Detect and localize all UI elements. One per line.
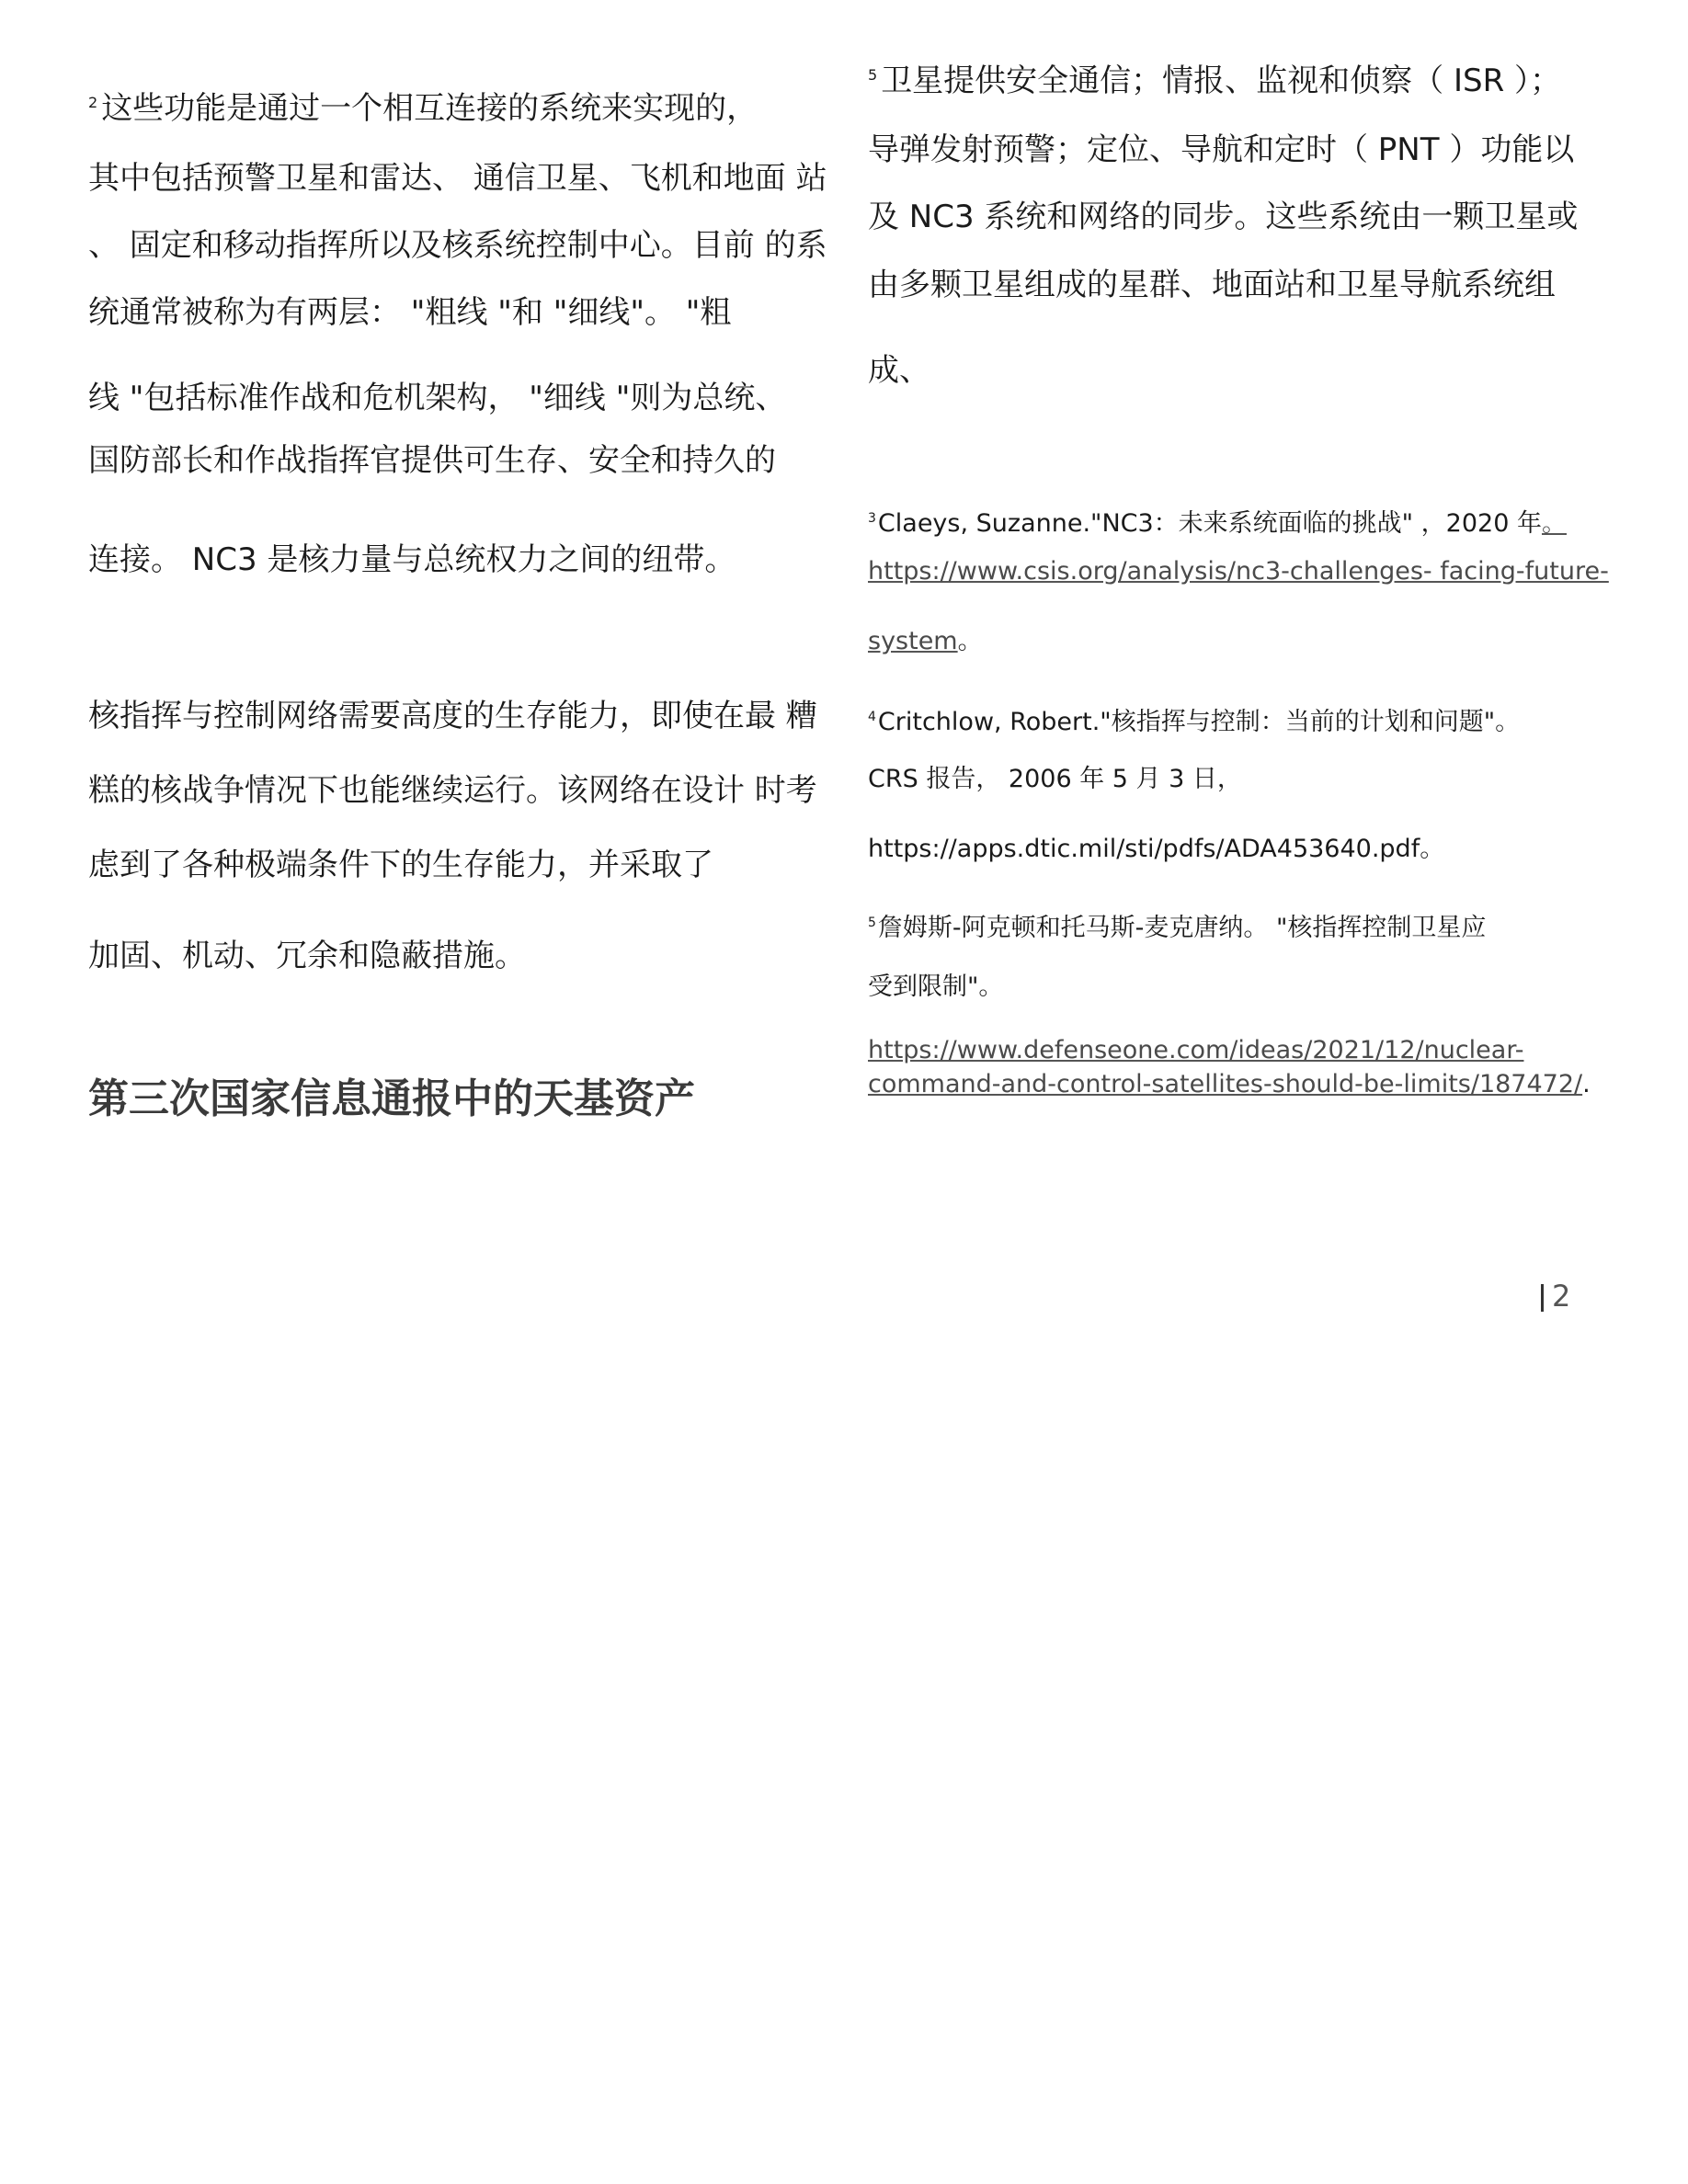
footnote-3-link[interactable]: https://www.csis.org/analysis/nc3-challenges- facing-future- (868, 557, 1609, 586)
footnote-number: 4 (868, 710, 876, 724)
footnote-3-url-line2[interactable]: system。 (868, 627, 983, 655)
footnote-ref: 5 (868, 66, 878, 84)
left-para2-line2: 糕的核战争情况下也能继续运行。该网络在设计 时考 (88, 772, 817, 809)
footnote-number: 5 (868, 916, 876, 930)
left-para2-line3: 虑到了各种极端条件下的生存能力，并采取了 (88, 847, 713, 883)
footnote-3-line1: $^3$Claeys, Suzanne."NC3：未来系统面临的挑战" ，2020 年。 (868, 509, 1567, 538)
footnote-5-url-line2[interactable]: command-and-control-satellites-should-be-limits/187472/. (868, 1070, 1591, 1098)
right-para1-line2: 导弹发射预警；定位、导航和定时（ PNT ）功能以 (868, 131, 1575, 168)
footnote-4-line3[interactable]: https://apps.dtic.mil/sti/pdfs/ADA453640.pdf。 (868, 835, 1445, 863)
footnote-3-trail: 。 (1541, 509, 1567, 538)
footnote-5-link-cont[interactable]: command-and-control-satellites-should-be-limits/187472/ (868, 1070, 1583, 1098)
right-para1-line3: 及 NC3 系统和网络的同步。这些系统由一颗卫星或 (868, 199, 1579, 235)
section-heading: 第三次国家信息通报中的天基资产 (88, 1075, 695, 1122)
footnote-5-link[interactable]: https://www.defenseone.com/ideas/2021/12/nuclear- (868, 1036, 1524, 1064)
left-para1-line6: 国防部长和作战指挥官提供可生存、安全和持久的 (88, 442, 776, 479)
left-para2-line1: 核指挥与控制网络需要高度的生存能力，即使在最 糟 (88, 698, 817, 734)
right-para1-line1: $^5$ 卫星提供安全通信；情报、监视和侦察（ ISR ）； (868, 63, 1562, 99)
footnote-5-line1: $^5$詹姆斯-阿克顿和托马斯-麦克唐纳。 "核指挥控制卫星应 (868, 914, 1487, 942)
left-para1-line2: 其中包括预警卫星和雷达、 通信卫星、飞机和地面 站 (88, 160, 827, 197)
footnote-4-line1: $^4$Critchlow, Robert."核指挥与控制：当前的计划和问题"。 (868, 708, 1521, 736)
page-number: 2 (1552, 1279, 1571, 1314)
left-para1-line1: $^2$ 这些功能是通过一个相互连接的系统来实现的， (88, 90, 758, 127)
footnote-3-url-line1[interactable] (868, 556, 1609, 587)
page-number-divider (1541, 1284, 1544, 1312)
left-para1-line4: 统通常被称为有两层： "粗线 "和 "细线"。 "粗 (88, 294, 732, 331)
footnote-number: 3 (868, 511, 876, 526)
left-para2-line4: 加固、机动、冗余和隐蔽措施。 (88, 938, 526, 974)
left-para1-line7: 连接。 NC3 是核力量与总统权力之间的纽带。 (88, 541, 736, 578)
footnote-ref: 2 (88, 94, 98, 111)
footnote-5-url-line1[interactable] (868, 1035, 1523, 1066)
footnote-5-line2: 受到限制"。 (868, 973, 1004, 1001)
right-para1-line4: 由多颗卫星组成的星群、地面站和卫星导航系统组 (868, 267, 1556, 303)
left-para1-line3: 、 固定和移动指挥所以及核系统控制中心。目前 的系 (88, 227, 827, 264)
footnote-4-line2: CRS 报告， 2006 年 5 月 3 日， (868, 765, 1242, 793)
right-para1-line5: 成、 (868, 352, 930, 389)
footnote-3-link-cont[interactable]: system (868, 627, 958, 655)
left-para1-line5: 线 "包括标准作战和危机架构， "细线 "则为总统、 (88, 380, 787, 416)
